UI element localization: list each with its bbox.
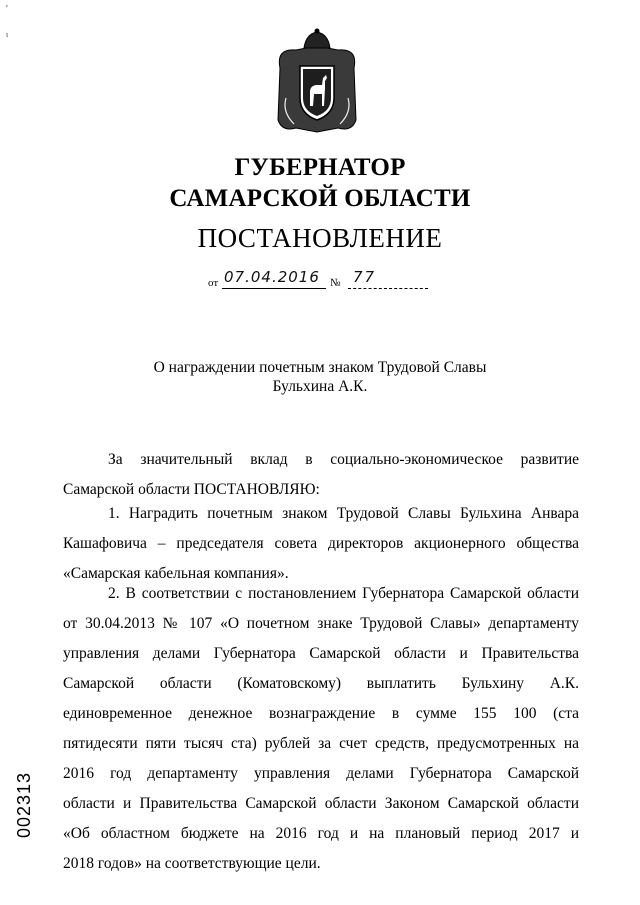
handwritten-number: 77 <box>353 268 377 286</box>
paragraph-line: «Об областном бюджете на 2016 год и на плановый период 2017 и <box>63 825 579 842</box>
paragraph-line: Самарской области (Коматовскому) выплатить Бульхину А.К. <box>63 675 579 692</box>
number-label: № <box>330 277 341 289</box>
issuer-title: ГУБЕРНАТОР <box>234 154 406 181</box>
subject-line: Бульхина А.К. <box>272 378 368 395</box>
date-label: от <box>208 277 219 289</box>
paragraph-line: 2016 год департаменту управления делами Губернатора Самарской <box>63 765 579 782</box>
item-1-paragraph <box>63 499 579 589</box>
paragraph-line: Самарской области ПОСТАНОВЛЯЮ: <box>63 481 320 498</box>
paragraph-line: области и Правительства Самарской области Законом Самарской области <box>63 795 579 812</box>
scan-speck: ' <box>6 4 8 15</box>
document-type: ПОСТАНОВЛЕНИЕ <box>197 223 443 253</box>
item-2-paragraph <box>63 579 579 879</box>
paragraph-line: За значительный вклад в социально-экономическое развитие <box>108 451 579 468</box>
issuer-region: САМАРСКОЙ ОБЛАСТИ <box>169 185 471 212</box>
paragraph-line: пятидесяти пяти тысяч ста) рублей за счет средств, предусмотренных на <box>63 735 579 752</box>
registration-number: 002313 <box>14 771 34 838</box>
scan-speck: ι <box>6 30 9 39</box>
paragraph-line: управления делами Губернатора Самарской области и Правительства <box>63 645 579 662</box>
paragraph-line: от 30.04.2013 № 107 «О почетном знаке Трудовой Славы» департаменту <box>63 615 579 632</box>
paragraph-line: Кашафовича – председателя совета директоров акционерного общества <box>63 535 579 552</box>
paragraph-line: 1. Наградить почетным знаком Трудовой Славы Бульхина Анвара <box>108 505 579 522</box>
paragraph-line: 2. В соответствии с постановлением Губернатора Самарской области <box>108 585 579 602</box>
paragraph-line: 2018 годов» на соответствующие цели. <box>63 855 321 872</box>
handwritten-date: 07.04.2016 <box>224 268 320 286</box>
coat-of-arms-icon <box>272 28 362 138</box>
intro-paragraph <box>63 445 579 505</box>
subject-line: О награждении почетным знаком Трудовой Славы <box>153 359 487 376</box>
date-underline <box>222 288 326 289</box>
paragraph-line: единовременное денежное вознаграждение в сумме 155 100 (ста <box>63 705 579 722</box>
paragraph-line: «Самарская кабельная компания». <box>63 565 289 582</box>
number-underline <box>348 288 428 289</box>
